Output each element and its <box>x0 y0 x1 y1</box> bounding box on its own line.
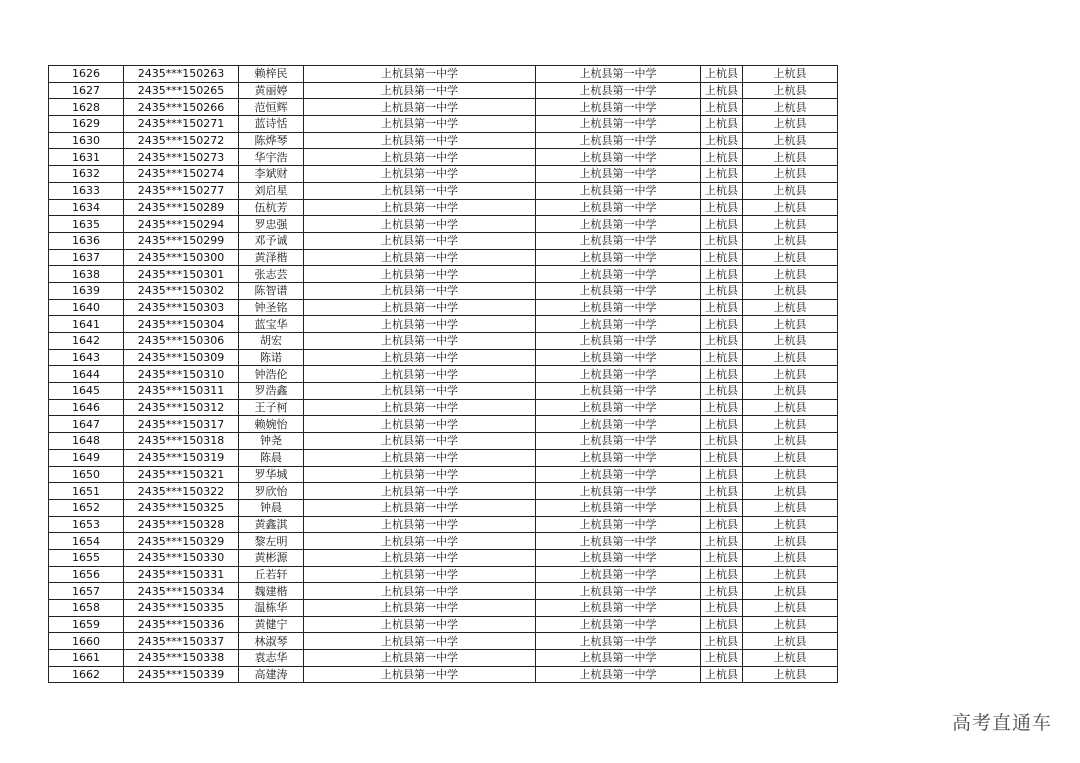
exam-id-cell: 2435***150300 <box>124 249 239 266</box>
name-cell: 胡宏 <box>239 333 304 350</box>
seq-cell: 1646 <box>49 399 124 416</box>
seq-cell: 1638 <box>49 266 124 283</box>
county-cell: 上杭县 <box>701 333 743 350</box>
county-cell: 上杭县 <box>701 483 743 500</box>
exam-id-cell: 2435***150329 <box>124 533 239 550</box>
exam-id-cell: 2435***150271 <box>124 116 239 133</box>
county-cell: 上杭县 <box>701 633 743 650</box>
seq-cell: 1657 <box>49 583 124 600</box>
admit-school-cell: 上杭县第一中学 <box>536 483 701 500</box>
exam-id-cell: 2435***150302 <box>124 282 239 299</box>
region-cell: 上杭县 <box>743 616 838 633</box>
exam-id-cell: 2435***150330 <box>124 549 239 566</box>
table-row <box>49 166 838 183</box>
admit-school-cell: 上杭县第一中学 <box>536 533 701 550</box>
region-cell: 上杭县 <box>743 149 838 166</box>
exam-id-cell: 2435***150322 <box>124 483 239 500</box>
county-cell: 上杭县 <box>701 549 743 566</box>
admit-school-cell: 上杭县第一中学 <box>536 366 701 383</box>
name-cell: 伍杭芳 <box>239 199 304 216</box>
exam-id-cell: 2435***150310 <box>124 366 239 383</box>
admit-school-cell: 上杭县第一中学 <box>536 650 701 667</box>
seq-cell: 1637 <box>49 249 124 266</box>
name-cell: 黄彬源 <box>239 549 304 566</box>
exam-id-cell: 2435***150304 <box>124 316 239 333</box>
exam-id-cell: 2435***150338 <box>124 650 239 667</box>
region-cell: 上杭县 <box>743 600 838 617</box>
exam-id-cell: 2435***150318 <box>124 433 239 450</box>
seq-cell: 1643 <box>49 349 124 366</box>
county-cell: 上杭县 <box>701 216 743 233</box>
admit-school-cell: 上杭县第一中学 <box>536 466 701 483</box>
name-cell: 罗华城 <box>239 466 304 483</box>
school-cell: 上杭县第一中学 <box>304 199 536 216</box>
exam-id-cell: 2435***150273 <box>124 149 239 166</box>
table-row <box>49 633 838 650</box>
table-row <box>49 566 838 583</box>
admit-school-cell: 上杭县第一中学 <box>536 182 701 199</box>
school-cell: 上杭县第一中学 <box>304 299 536 316</box>
county-cell: 上杭县 <box>701 299 743 316</box>
roster-body <box>49 66 838 683</box>
school-cell: 上杭县第一中学 <box>304 416 536 433</box>
name-cell: 赖婉怡 <box>239 416 304 433</box>
school-cell: 上杭县第一中学 <box>304 82 536 99</box>
county-cell: 上杭县 <box>701 199 743 216</box>
region-cell: 上杭县 <box>743 383 838 400</box>
exam-id-cell: 2435***150317 <box>124 416 239 433</box>
table-row <box>49 199 838 216</box>
seq-cell: 1654 <box>49 533 124 550</box>
school-cell: 上杭县第一中学 <box>304 549 536 566</box>
watermark-text: 高考直通车 <box>951 712 1052 734</box>
region-cell: 上杭县 <box>743 199 838 216</box>
name-cell: 袁志华 <box>239 650 304 667</box>
exam-id-cell: 2435***150265 <box>124 82 239 99</box>
name-cell: 林淑琴 <box>239 633 304 650</box>
county-cell: 上杭县 <box>701 449 743 466</box>
table-row <box>49 66 838 83</box>
name-cell: 温栋华 <box>239 600 304 617</box>
region-cell: 上杭县 <box>743 449 838 466</box>
school-cell: 上杭县第一中学 <box>304 349 536 366</box>
county-cell: 上杭县 <box>701 366 743 383</box>
table-row <box>49 650 838 667</box>
school-cell: 上杭县第一中学 <box>304 266 536 283</box>
exam-id-cell: 2435***150301 <box>124 266 239 283</box>
county-cell: 上杭县 <box>701 616 743 633</box>
region-cell: 上杭县 <box>743 216 838 233</box>
name-cell: 钟晨 <box>239 499 304 516</box>
school-cell: 上杭县第一中学 <box>304 483 536 500</box>
school-cell: 上杭县第一中学 <box>304 583 536 600</box>
name-cell: 华宇浩 <box>239 149 304 166</box>
county-cell: 上杭县 <box>701 182 743 199</box>
school-cell: 上杭县第一中学 <box>304 600 536 617</box>
name-cell: 赖梓民 <box>239 66 304 83</box>
region-cell: 上杭县 <box>743 416 838 433</box>
exam-id-cell: 2435***150334 <box>124 583 239 600</box>
school-cell: 上杭县第一中学 <box>304 232 536 249</box>
school-cell: 上杭县第一中学 <box>304 249 536 266</box>
table-row <box>49 216 838 233</box>
county-cell: 上杭县 <box>701 600 743 617</box>
table-row <box>49 82 838 99</box>
name-cell: 罗欣怡 <box>239 483 304 500</box>
school-cell: 上杭县第一中学 <box>304 132 536 149</box>
seq-cell: 1645 <box>49 383 124 400</box>
table-row <box>49 333 838 350</box>
admit-school-cell: 上杭县第一中学 <box>536 383 701 400</box>
region-cell: 上杭县 <box>743 499 838 516</box>
name-cell: 黎左明 <box>239 533 304 550</box>
region-cell: 上杭县 <box>743 566 838 583</box>
seq-cell: 1626 <box>49 66 124 83</box>
name-cell: 陈智谱 <box>239 282 304 299</box>
school-cell: 上杭县第一中学 <box>304 383 536 400</box>
region-cell: 上杭县 <box>743 399 838 416</box>
admit-school-cell: 上杭县第一中学 <box>536 299 701 316</box>
school-cell: 上杭县第一中学 <box>304 466 536 483</box>
admit-school-cell: 上杭县第一中学 <box>536 349 701 366</box>
admit-school-cell: 上杭县第一中学 <box>536 399 701 416</box>
exam-id-cell: 2435***150303 <box>124 299 239 316</box>
seq-cell: 1628 <box>49 99 124 116</box>
name-cell: 李斌财 <box>239 166 304 183</box>
county-cell: 上杭县 <box>701 66 743 83</box>
exam-id-cell: 2435***150312 <box>124 399 239 416</box>
seq-cell: 1642 <box>49 333 124 350</box>
admit-school-cell: 上杭县第一中学 <box>536 433 701 450</box>
name-cell: 钟尧 <box>239 433 304 450</box>
region-cell: 上杭县 <box>743 266 838 283</box>
table-row <box>49 549 838 566</box>
admit-school-cell: 上杭县第一中学 <box>536 566 701 583</box>
name-cell: 高建涛 <box>239 666 304 683</box>
table-row <box>49 299 838 316</box>
seq-cell: 1660 <box>49 633 124 650</box>
exam-id-cell: 2435***150337 <box>124 633 239 650</box>
school-cell: 上杭县第一中学 <box>304 633 536 650</box>
exam-id-cell: 2435***150266 <box>124 99 239 116</box>
admit-school-cell: 上杭县第一中学 <box>536 266 701 283</box>
seq-cell: 1658 <box>49 600 124 617</box>
table-row <box>49 600 838 617</box>
admit-school-cell: 上杭县第一中学 <box>536 99 701 116</box>
table-row <box>49 266 838 283</box>
region-cell: 上杭县 <box>743 282 838 299</box>
name-cell: 蓝诗恬 <box>239 116 304 133</box>
admit-school-cell: 上杭县第一中学 <box>536 600 701 617</box>
school-cell: 上杭县第一中学 <box>304 533 536 550</box>
admit-school-cell: 上杭县第一中学 <box>536 232 701 249</box>
school-cell: 上杭县第一中学 <box>304 166 536 183</box>
seq-cell: 1631 <box>49 149 124 166</box>
school-cell: 上杭县第一中学 <box>304 399 536 416</box>
seq-cell: 1630 <box>49 132 124 149</box>
table-row <box>49 449 838 466</box>
seq-cell: 1639 <box>49 282 124 299</box>
county-cell: 上杭县 <box>701 166 743 183</box>
school-cell: 上杭县第一中学 <box>304 666 536 683</box>
region-cell: 上杭县 <box>743 533 838 550</box>
exam-id-cell: 2435***150299 <box>124 232 239 249</box>
name-cell: 刘启星 <box>239 182 304 199</box>
county-cell: 上杭县 <box>701 266 743 283</box>
county-cell: 上杭县 <box>701 149 743 166</box>
region-cell: 上杭县 <box>743 349 838 366</box>
county-cell: 上杭县 <box>701 383 743 400</box>
region-cell: 上杭县 <box>743 650 838 667</box>
seq-cell: 1652 <box>49 499 124 516</box>
table-row <box>49 349 838 366</box>
table-row <box>49 149 838 166</box>
seq-cell: 1632 <box>49 166 124 183</box>
table-row <box>49 232 838 249</box>
school-cell: 上杭县第一中学 <box>304 149 536 166</box>
name-cell: 黄泽楷 <box>239 249 304 266</box>
exam-id-cell: 2435***150289 <box>124 199 239 216</box>
seq-cell: 1648 <box>49 433 124 450</box>
region-cell: 上杭县 <box>743 633 838 650</box>
school-cell: 上杭县第一中学 <box>304 433 536 450</box>
admit-school-cell: 上杭县第一中学 <box>536 633 701 650</box>
name-cell: 黄健宁 <box>239 616 304 633</box>
seq-cell: 1635 <box>49 216 124 233</box>
exam-id-cell: 2435***150321 <box>124 466 239 483</box>
exam-id-cell: 2435***150306 <box>124 333 239 350</box>
seq-cell: 1641 <box>49 316 124 333</box>
name-cell: 丘若轩 <box>239 566 304 583</box>
county-cell: 上杭县 <box>701 433 743 450</box>
admit-school-cell: 上杭县第一中学 <box>536 132 701 149</box>
admit-school-cell: 上杭县第一中学 <box>536 666 701 683</box>
table-row <box>49 533 838 550</box>
exam-id-cell: 2435***150311 <box>124 383 239 400</box>
county-cell: 上杭县 <box>701 499 743 516</box>
seq-cell: 1636 <box>49 232 124 249</box>
seq-cell: 1651 <box>49 483 124 500</box>
region-cell: 上杭县 <box>743 299 838 316</box>
region-cell: 上杭县 <box>743 516 838 533</box>
region-cell: 上杭县 <box>743 99 838 116</box>
table-row <box>49 499 838 516</box>
school-cell: 上杭县第一中学 <box>304 449 536 466</box>
school-cell: 上杭县第一中学 <box>304 216 536 233</box>
county-cell: 上杭县 <box>701 282 743 299</box>
table-row <box>49 249 838 266</box>
table-row <box>49 99 838 116</box>
region-cell: 上杭县 <box>743 82 838 99</box>
table-row <box>49 416 838 433</box>
name-cell: 邓予诚 <box>239 232 304 249</box>
region-cell: 上杭县 <box>743 166 838 183</box>
admit-school-cell: 上杭县第一中学 <box>536 316 701 333</box>
region-cell: 上杭县 <box>743 232 838 249</box>
seq-cell: 1656 <box>49 566 124 583</box>
exam-id-cell: 2435***150339 <box>124 666 239 683</box>
exam-id-cell: 2435***150294 <box>124 216 239 233</box>
region-cell: 上杭县 <box>743 549 838 566</box>
seq-cell: 1629 <box>49 116 124 133</box>
name-cell: 张志芸 <box>239 266 304 283</box>
name-cell: 钟圣铭 <box>239 299 304 316</box>
table-row <box>49 132 838 149</box>
region-cell: 上杭县 <box>743 483 838 500</box>
exam-id-cell: 2435***150272 <box>124 132 239 149</box>
school-cell: 上杭县第一中学 <box>304 316 536 333</box>
county-cell: 上杭县 <box>701 566 743 583</box>
table-row <box>49 282 838 299</box>
region-cell: 上杭县 <box>743 583 838 600</box>
school-cell: 上杭县第一中学 <box>304 366 536 383</box>
school-cell: 上杭县第一中学 <box>304 99 536 116</box>
county-cell: 上杭县 <box>701 249 743 266</box>
admit-school-cell: 上杭县第一中学 <box>536 516 701 533</box>
school-cell: 上杭县第一中学 <box>304 66 536 83</box>
county-cell: 上杭县 <box>701 116 743 133</box>
county-cell: 上杭县 <box>701 666 743 683</box>
admit-school-cell: 上杭县第一中学 <box>536 249 701 266</box>
table-row <box>49 666 838 683</box>
region-cell: 上杭县 <box>743 116 838 133</box>
county-cell: 上杭县 <box>701 466 743 483</box>
school-cell: 上杭县第一中学 <box>304 182 536 199</box>
name-cell: 罗忠强 <box>239 216 304 233</box>
name-cell: 黄鑫淇 <box>239 516 304 533</box>
county-cell: 上杭县 <box>701 650 743 667</box>
admit-school-cell: 上杭县第一中学 <box>536 149 701 166</box>
name-cell: 罗浩鑫 <box>239 383 304 400</box>
exam-id-cell: 2435***150325 <box>124 499 239 516</box>
seq-cell: 1627 <box>49 82 124 99</box>
seq-cell: 1633 <box>49 182 124 199</box>
school-cell: 上杭县第一中学 <box>304 566 536 583</box>
region-cell: 上杭县 <box>743 333 838 350</box>
table-row <box>49 182 838 199</box>
region-cell: 上杭县 <box>743 249 838 266</box>
table-row <box>49 516 838 533</box>
county-cell: 上杭县 <box>701 416 743 433</box>
table-row <box>49 583 838 600</box>
admit-school-cell: 上杭县第一中学 <box>536 66 701 83</box>
county-cell: 上杭县 <box>701 349 743 366</box>
admit-school-cell: 上杭县第一中学 <box>536 82 701 99</box>
exam-id-cell: 2435***150274 <box>124 166 239 183</box>
admit-school-cell: 上杭县第一中学 <box>536 282 701 299</box>
region-cell: 上杭县 <box>743 433 838 450</box>
admit-school-cell: 上杭县第一中学 <box>536 416 701 433</box>
seq-cell: 1634 <box>49 199 124 216</box>
exam-id-cell: 2435***150263 <box>124 66 239 83</box>
county-cell: 上杭县 <box>701 232 743 249</box>
exam-id-cell: 2435***150277 <box>124 182 239 199</box>
school-cell: 上杭县第一中学 <box>304 650 536 667</box>
region-cell: 上杭县 <box>743 316 838 333</box>
county-cell: 上杭县 <box>701 516 743 533</box>
school-cell: 上杭县第一中学 <box>304 499 536 516</box>
region-cell: 上杭县 <box>743 366 838 383</box>
region-cell: 上杭县 <box>743 466 838 483</box>
name-cell: 钟浩伦 <box>239 366 304 383</box>
admit-school-cell: 上杭县第一中学 <box>536 166 701 183</box>
region-cell: 上杭县 <box>743 182 838 199</box>
admit-school-cell: 上杭县第一中学 <box>536 499 701 516</box>
region-cell: 上杭县 <box>743 666 838 683</box>
table-row <box>49 466 838 483</box>
admit-school-cell: 上杭县第一中学 <box>536 116 701 133</box>
admit-school-cell: 上杭县第一中学 <box>536 449 701 466</box>
school-cell: 上杭县第一中学 <box>304 516 536 533</box>
county-cell: 上杭县 <box>701 399 743 416</box>
county-cell: 上杭县 <box>701 82 743 99</box>
exam-id-cell: 2435***150328 <box>124 516 239 533</box>
admit-school-cell: 上杭县第一中学 <box>536 616 701 633</box>
table-row <box>49 483 838 500</box>
exam-id-cell: 2435***150331 <box>124 566 239 583</box>
admit-school-cell: 上杭县第一中学 <box>536 216 701 233</box>
seq-cell: 1659 <box>49 616 124 633</box>
seq-cell: 1650 <box>49 466 124 483</box>
seq-cell: 1661 <box>49 650 124 667</box>
name-cell: 魏建楷 <box>239 583 304 600</box>
table-row <box>49 399 838 416</box>
exam-id-cell: 2435***150319 <box>124 449 239 466</box>
exam-id-cell: 2435***150336 <box>124 616 239 633</box>
name-cell: 范恒辉 <box>239 99 304 116</box>
table-row <box>49 316 838 333</box>
county-cell: 上杭县 <box>701 316 743 333</box>
table-row <box>49 383 838 400</box>
table-row <box>49 366 838 383</box>
seq-cell: 1655 <box>49 549 124 566</box>
exam-id-cell: 2435***150309 <box>124 349 239 366</box>
exam-id-cell: 2435***150335 <box>124 600 239 617</box>
admit-school-cell: 上杭县第一中学 <box>536 583 701 600</box>
county-cell: 上杭县 <box>701 583 743 600</box>
name-cell: 陈诺 <box>239 349 304 366</box>
school-cell: 上杭县第一中学 <box>304 333 536 350</box>
admit-school-cell: 上杭县第一中学 <box>536 199 701 216</box>
school-cell: 上杭县第一中学 <box>304 116 536 133</box>
admit-school-cell: 上杭县第一中学 <box>536 549 701 566</box>
name-cell: 蓝宝华 <box>239 316 304 333</box>
admit-school-cell: 上杭县第一中学 <box>536 333 701 350</box>
county-cell: 上杭县 <box>701 132 743 149</box>
school-cell: 上杭县第一中学 <box>304 616 536 633</box>
region-cell: 上杭县 <box>743 132 838 149</box>
seq-cell: 1640 <box>49 299 124 316</box>
seq-cell: 1644 <box>49 366 124 383</box>
name-cell: 黄丽婷 <box>239 82 304 99</box>
seq-cell: 1662 <box>49 666 124 683</box>
county-cell: 上杭县 <box>701 99 743 116</box>
seq-cell: 1647 <box>49 416 124 433</box>
table-row <box>49 616 838 633</box>
school-cell: 上杭县第一中学 <box>304 282 536 299</box>
name-cell: 王子柯 <box>239 399 304 416</box>
table-row <box>49 433 838 450</box>
name-cell: 陈晨 <box>239 449 304 466</box>
roster-table <box>48 65 838 683</box>
table-row <box>49 116 838 133</box>
seq-cell: 1649 <box>49 449 124 466</box>
county-cell: 上杭县 <box>701 533 743 550</box>
seq-cell: 1653 <box>49 516 124 533</box>
region-cell: 上杭县 <box>743 66 838 83</box>
name-cell: 陈烨琴 <box>239 132 304 149</box>
